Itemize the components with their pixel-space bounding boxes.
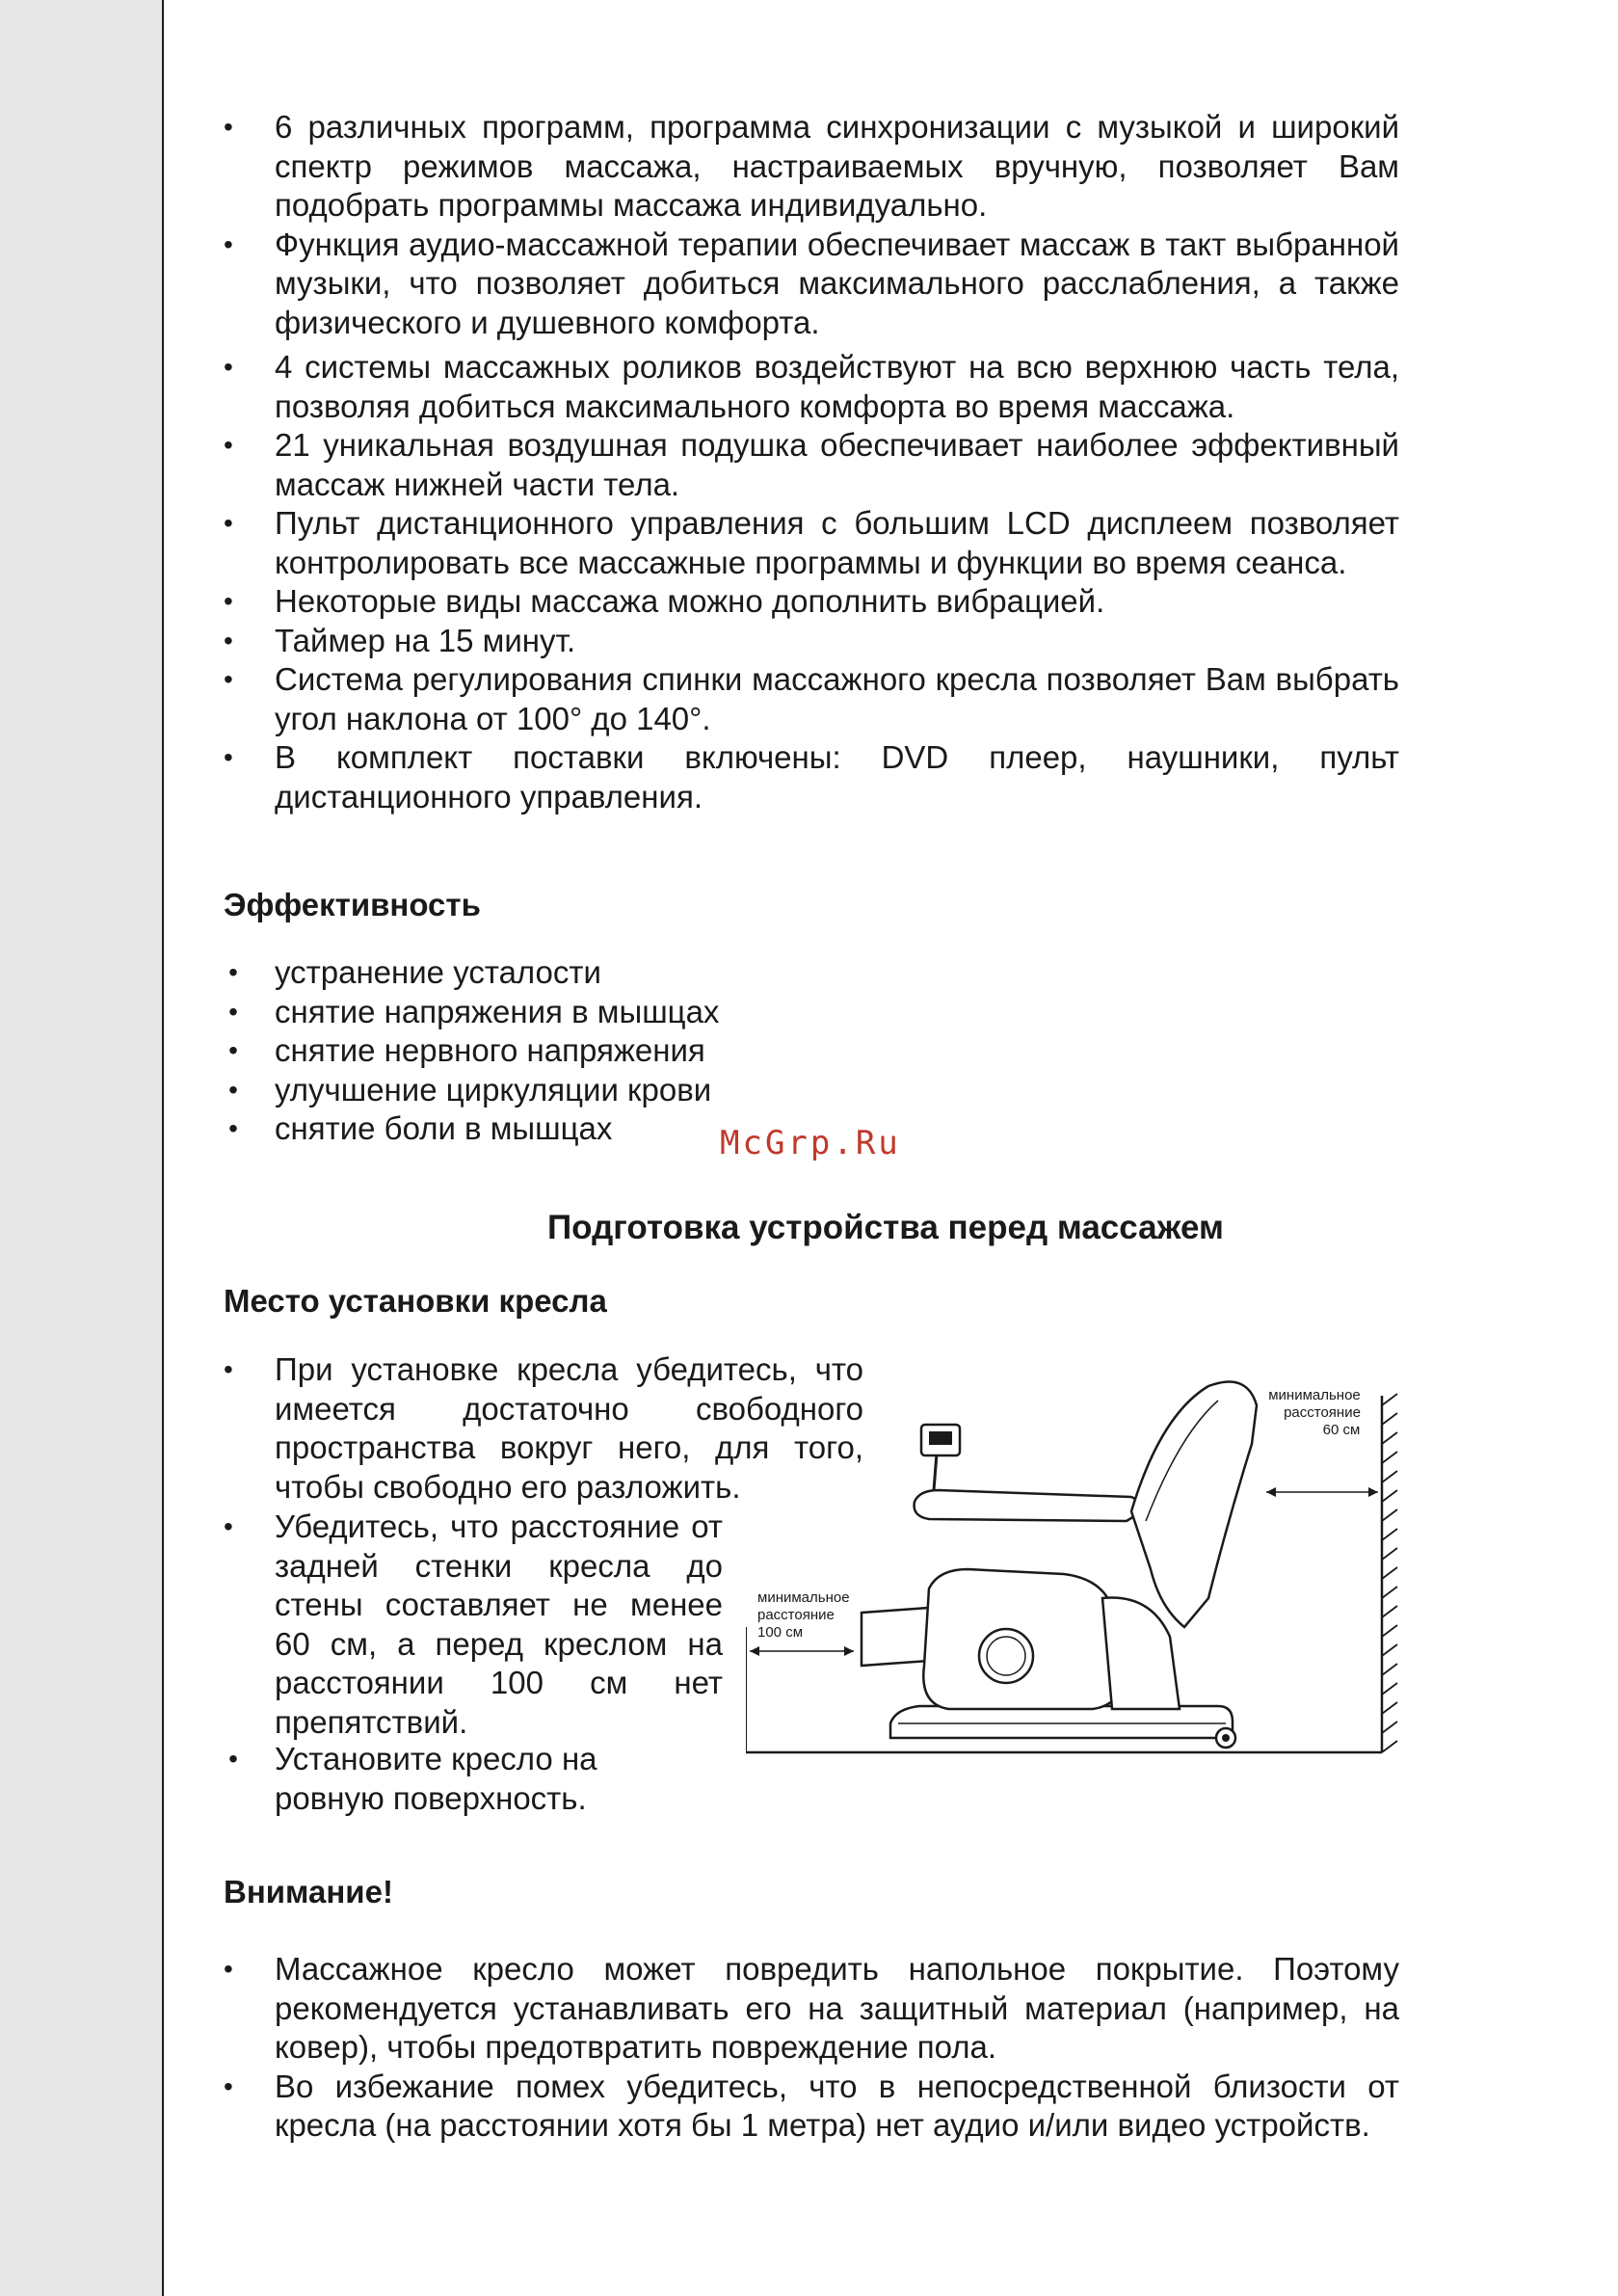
bullet: • (224, 742, 233, 772)
bullet: • (224, 1511, 233, 1541)
list-item: • снятие боли в мышцах (224, 1109, 1399, 1149)
list-item: • Пульт дистанционного управления с большим LCD дисплеем позволяет контролировать все массажные программы и функции во время сеанса. (224, 505, 1399, 580)
list-item: • В комплект поставки включены: DVD плеер, наушники, пульт дистанционного управления. (224, 739, 1399, 814)
wall-hatching (1382, 1394, 1397, 1752)
chair-armrest (915, 1490, 1140, 1521)
rear-label-value: 60 см (1322, 1422, 1361, 1438)
bullet: • (228, 1744, 238, 1774)
attention-list (224, 1950, 1399, 2146)
bullet: • (224, 1954, 233, 1984)
list-item: • Функция аудио-массажной терапии обеспечивает массаж в такт выбранной музыки, что позволяет добиться максимального расслабления, а также физического и душевного комфорта. (224, 226, 1399, 340)
bullet: • (228, 996, 238, 1027)
chair-footrest (862, 1608, 929, 1666)
rear-label-line2: расстояние (1284, 1404, 1361, 1421)
bullet: • (224, 625, 233, 655)
bullet: • (228, 1074, 238, 1105)
front-label-value: 100 см (757, 1624, 804, 1641)
list-item: • устранение усталости (224, 953, 1399, 993)
list-item: • Установите кресло на ровную поверхность. (224, 1740, 638, 1818)
chair-backrest (1131, 1382, 1257, 1628)
list-item: • Массажное кресло может повредить напольное покрытие. Поэтому рекомендуется устанавливать его на защитный материал (например, на ковер), чтобы предотвратить повреждение пола. (224, 1951, 1399, 2065)
bullet: • (224, 664, 233, 694)
bullet: • (224, 112, 233, 142)
chair-base (890, 1706, 1233, 1738)
section-title: Подготовка устройства перед массажем (547, 1209, 1224, 1246)
list-item: • При установке кресла убедитесь, что имеется достаточно свободного пространства вокруг него, для того, чтобы свободно его разложить. (224, 1351, 863, 1505)
list-item: • снятие напряжения в мышцах (224, 993, 1399, 1032)
watermark: McGrp.Ru (720, 1124, 901, 1162)
bullet: • (228, 1113, 238, 1143)
list-item: • Во избежание помех убедитесь, что в непосредственной близости от кресла (на расстоянии хотя бы 1 метра) нет аудио и/или видео устройств. (224, 2068, 1399, 2143)
list-item: • Таймер на 15 минут. (224, 622, 1399, 661)
list-item: • 21 уникальная воздушная подушка обеспечивает наиболее эффективный массаж нижней части тела. (224, 427, 1399, 502)
bullet: • (224, 2070, 233, 2101)
bullet: • (224, 430, 233, 460)
attention-heading: Внимание! (224, 1874, 393, 1909)
list-item: • 4 системы массажных роликов воздействуют на всю верхнюю часть тела, позволяя добиться максимального комфорта во время массажа. (224, 349, 1399, 424)
bullet: • (228, 1035, 238, 1065)
list-item: • Некоторые виды массажа можно дополнить вибрацией. (224, 582, 1399, 622)
rear-label-line1: минимальное (1268, 1387, 1361, 1403)
subsection-title: Место установки кресла (224, 1283, 607, 1319)
placement-list-2 (224, 1508, 723, 1742)
front-label-line1: минимальное (757, 1589, 850, 1606)
bullet: • (228, 957, 238, 987)
list-item: • Система регулирования спинки массажного кресла позволяет Вам выбрать угол наклона от 100° до 140°. (224, 661, 1399, 736)
efficiency-list (224, 953, 1399, 1149)
chair-placement-diagram (746, 1376, 1420, 1762)
list-item: • улучшение циркуляции крови (224, 1071, 1399, 1110)
placement-list-3 (224, 1740, 638, 1818)
manual-page (162, 0, 1618, 2296)
bullet: • (224, 1354, 233, 1384)
efficiency-heading: Эффективность (224, 887, 481, 922)
feature-list (224, 108, 1399, 816)
bullet: • (224, 586, 233, 616)
bullet: • (224, 352, 233, 382)
list-item: • снятие нервного напряжения (224, 1031, 1399, 1071)
bullet: • (224, 228, 233, 259)
list-item: • 6 различных программ, программа синхронизации с музыкой и широкий спектр режимов массажа, настраиваемых вручную, позволяет Вам подобрать программы массажа индивидуально. (224, 109, 1399, 223)
list-item: • Убедитесь, что расстояние от задней стенки кресла до стены составляет не менее 60 см, а перед креслом на расстоянии 100 см нет препятствий. (224, 1508, 723, 1740)
front-label-line2: расстояние (757, 1607, 835, 1623)
bullet: • (224, 508, 233, 538)
